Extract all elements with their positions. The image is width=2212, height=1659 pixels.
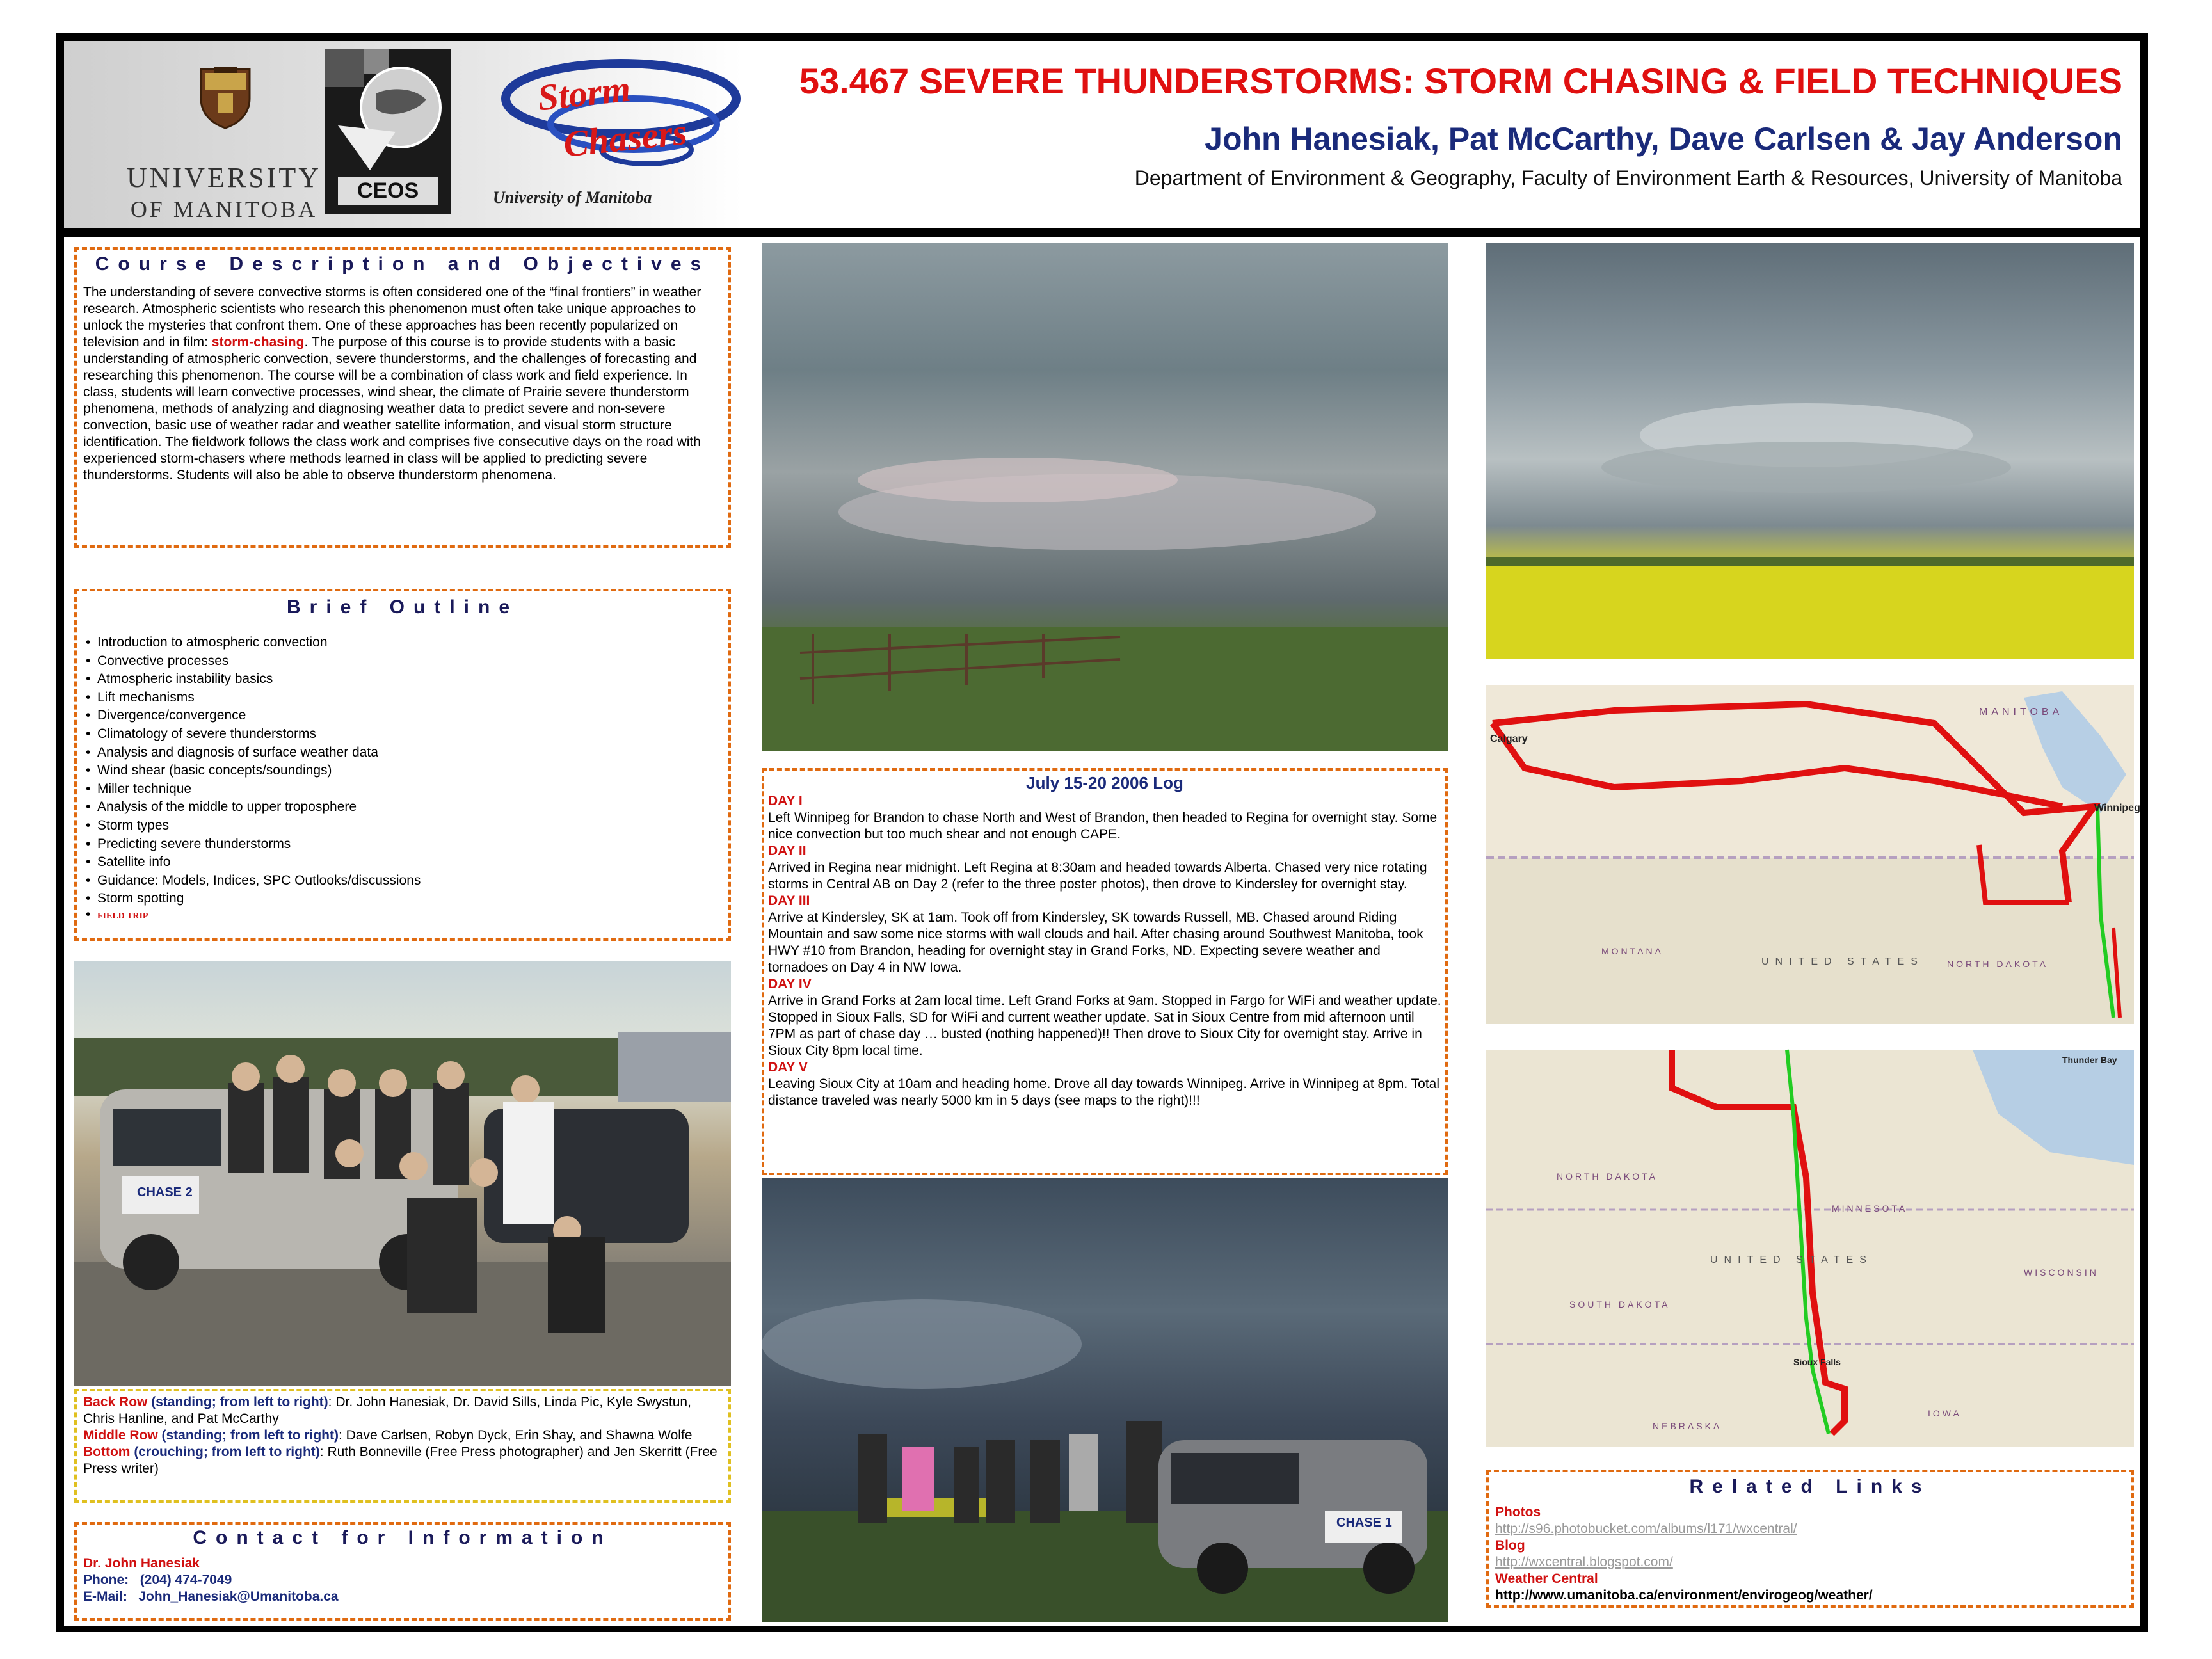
map-label: NEBRASKA [1653, 1421, 1722, 1431]
um-line-2: OF MANITOBA [130, 196, 318, 222]
caption-middle-row: Middle Row (standing; from left to right): Dave Carlsen, Robyn Dyck, Erin Shay, and Shawna Wolfe [83, 1428, 693, 1443]
map-label: WISCONSIN [2024, 1267, 2099, 1278]
university-crest-icon [198, 65, 252, 129]
course-description-text: The understanding of severe convective storms is often considered one of the “final frontiers” in weather research. Atmospheric scientists who research this phenomenon must often take unique approaches to unlock the mysteries that confront them. One of these approaches has been recently popularized on television and in film: storm-chasing. The purpose of this course is to provide students with a basic understanding of atmospheric convection, severe thunderstorms, and the challenges of forecasting and researching this phenomenon. The course will be a combination of class work and field experience. In class, students will learn convective processes, wind shear, the climate of Prairie severe thunderstorm phenomena, methods of analyzing and diagnosing weather data to predict severe and non-severe convection, basic use of weather radar and weather satellite information, and visual storm structure identification. The fieldwork follows the class work and comprises five consecutive days on the road with experienced storm-chasers where methods learned in class will be applied to predicting severe thunderstorms. Students will also be able to observe thunderstorm phenomena. [83, 285, 701, 483]
ceos-logo [325, 49, 451, 214]
course-description-panel [74, 247, 731, 548]
outline-item: • Satellite info [97, 853, 722, 872]
map-label: IOWA [1928, 1408, 1962, 1418]
blog-label: Blog [1495, 1538, 1525, 1553]
outline-item: • Introduction to atmospheric convection [97, 634, 722, 652]
university-of-manitoba-logo [102, 59, 346, 222]
contact-panel [74, 1522, 731, 1621]
outline-item: • Storm types [97, 817, 722, 835]
storm-chasing-highlight: storm-chasing [211, 335, 305, 349]
storm-scene-1 [762, 243, 1448, 751]
caption-bottom-row: Bottom (crouching; from left to right): Ruth Bonneville (Free Press photographer) and Jen Skerritt (Free Press writer) [83, 1445, 717, 1476]
map-label: Thunder Bay [2062, 1055, 2117, 1065]
related-links-panel [1486, 1470, 2134, 1608]
outline-item: • Predicting severe thunderstorms [97, 835, 722, 854]
course-description-heading: Course Description and Objectives [95, 253, 710, 275]
group-photo-scene [74, 961, 731, 1386]
map-label: Sioux Falls [1793, 1357, 1841, 1367]
log-day: DAY III Arrive at Kindersley, SK at 1am. Took off from Kindersley, SK towards Russell, MB. Chased around Riding Mountain and saw some nice storms with wall clouds and hail. After chasing around Southwest Manitoba, took HWY #10 from Brandon, heading for overnight stay in Grand Forks, ND. Expecting severe weather and tornadoes on Day 4 in NW Iowa. [768, 894, 1423, 975]
photos-link[interactable]: http://s96.photobucket.com/albums/l171/wxcentral/ [1495, 1521, 1797, 1536]
map-label: MINNESOTA [1832, 1203, 1908, 1214]
group-photo [74, 961, 731, 1386]
ceos-label: CEOS [338, 177, 438, 205]
storm-photo-group [762, 1178, 1448, 1622]
storm-chasers-subtitle: University of Manitoba [493, 188, 652, 207]
outline-item: • Analysis and diagnosis of surface weather data [97, 744, 722, 762]
storm-photo-fence [762, 243, 1448, 751]
poster-title: 53.467 SEVERE THUNDERSTORMS: STORM CHASING & FIELD TECHNIQUES [799, 61, 2122, 101]
map-label: NORTH DAKOTA [1557, 1171, 1658, 1182]
storm-scene-2 [1486, 243, 2134, 659]
outline-item: • Atmospheric instability basics [97, 670, 722, 689]
log-day: DAY I Left Winnipeg for Brandon to chase North and West of Brandon, then headed to Regina for overnight stay. Some nice convection but too much shear and not enough CAPE. [768, 794, 1438, 842]
outline-item: • Convective processes [97, 652, 722, 671]
blog-link[interactable]: http://wxcentral.blogspot.com/ [1495, 1555, 1673, 1569]
log-day: DAY II Arrived in Regina near midnight. Left Regina at 8:30am and headed towards Alberta. Chased very nice rotating storms in Central AB on Day 2 (refer to the three poster photos), then drove to Kindersley for overnight stay. [768, 844, 1427, 892]
route-map-usa-drawing [1486, 1050, 2134, 1447]
group-photo-caption [74, 1389, 731, 1503]
weather-central-link[interactable]: http://www.umanitoba.ca/environment/envirogeog/weather/ [1495, 1588, 1873, 1603]
poster-department: Department of Environment & Geography, Faculty of Environment Earth & Resources, University of Manitoba [1134, 166, 2122, 189]
map-label: MONTANA [1601, 946, 1663, 956]
storm-chasers-word-2: Chasers [561, 111, 689, 165]
car-badge: CHASE 2 [137, 1185, 193, 1199]
contact-email[interactable]: E-Mail: John_Hanesiak@Umanitoba.ca [83, 1589, 339, 1604]
map-label: Winnipeg [2094, 803, 2140, 813]
caption-back-row: Back Row (standing; from left to right): Dr. John Hanesiak, Dr. David Sills, Linda Pic, Kyle Swystun, Chris Hanline, and Pat McCarthy [83, 1395, 691, 1426]
photos-label: Photos [1495, 1505, 1541, 1519]
log-day: DAY V Leaving Sioux City at 10am and heading home. Drove all day towards Winnipeg. Arrive in Winnipeg at 8pm. Total distance traveled was nearly 5000 km in 5 days (see maps to the right)!!! [768, 1060, 1440, 1108]
route-map-canada-drawing [1486, 685, 2134, 1024]
contact-name: Dr. John Hanesiak [83, 1556, 200, 1571]
poster-header [64, 41, 2140, 228]
globe-icon [325, 49, 451, 177]
outline-item: • Climatology of severe thunderstorms [97, 725, 722, 744]
map-label: Calgary [1490, 733, 1528, 744]
outline-item: • Lift mechanisms [97, 689, 722, 707]
storm-chasers-word-1: Storm [536, 67, 633, 119]
outline-item-field-trip: • FIELD TRIP [97, 908, 722, 923]
contact-heading: Contact for Information [193, 1527, 613, 1548]
route-map-canada [1486, 685, 2140, 1024]
map-label: MANITOBA [1979, 707, 2064, 717]
storm-chasers-logo [486, 54, 755, 220]
contact-phone: Phone: (204) 474-7049 [83, 1573, 232, 1587]
car-badge: CHASE 1 [1336, 1516, 1392, 1530]
log-heading: July 15-20 2006 Log [1026, 773, 1183, 792]
outline-list [83, 634, 722, 923]
related-links-heading: Related Links [1689, 1476, 1931, 1497]
brief-outline-panel [74, 589, 731, 941]
route-map-usa [1486, 1050, 2134, 1447]
brief-outline-heading: Brief Outline [286, 597, 518, 618]
chase-log-panel [762, 768, 1448, 1175]
log-day: DAY IV Arrive in Grand Forks at 2am local time. Left Grand Forks at 9am. Stopped in Fargo for WiFi and weather update. Stopped in Sioux Falls, SD for WiFi and current weather update. Sat in Sioux Centre from mid afternoon until 7PM as part of chase day … busted (nothing happened)!! Then drove to Sioux City for overnight stay. Arrive in Sioux City 8pm local time. [768, 977, 1441, 1058]
storm-photo-canola [1486, 243, 2134, 659]
weather-central-label: Weather Central [1495, 1571, 1598, 1586]
poster-authors: John Hanesiak, Pat McCarthy, Dave Carlsen & Jay Anderson [1205, 121, 2122, 157]
outline-item: • Analysis of the middle to upper troposphere [97, 798, 722, 817]
map-label: UNITED STATES [1761, 956, 1924, 967]
map-label: SOUTH DAKOTA [1569, 1299, 1671, 1310]
map-label: NORTH DAKOTA [1947, 959, 2048, 969]
storm-scene-3 [762, 1178, 1448, 1622]
map-label: UNITED STATES [1710, 1254, 1873, 1265]
outline-item: • Storm spotting [97, 890, 722, 908]
um-line-1: UNIVERSITY [127, 162, 321, 193]
outline-item: • Miller technique [97, 780, 722, 799]
outline-item: • Wind shear (basic concepts/soundings) [97, 762, 722, 780]
outline-item: • Divergence/convergence [97, 707, 722, 725]
outline-item: • Guidance: Models, Indices, SPC Outlooks/discussions [97, 872, 722, 890]
